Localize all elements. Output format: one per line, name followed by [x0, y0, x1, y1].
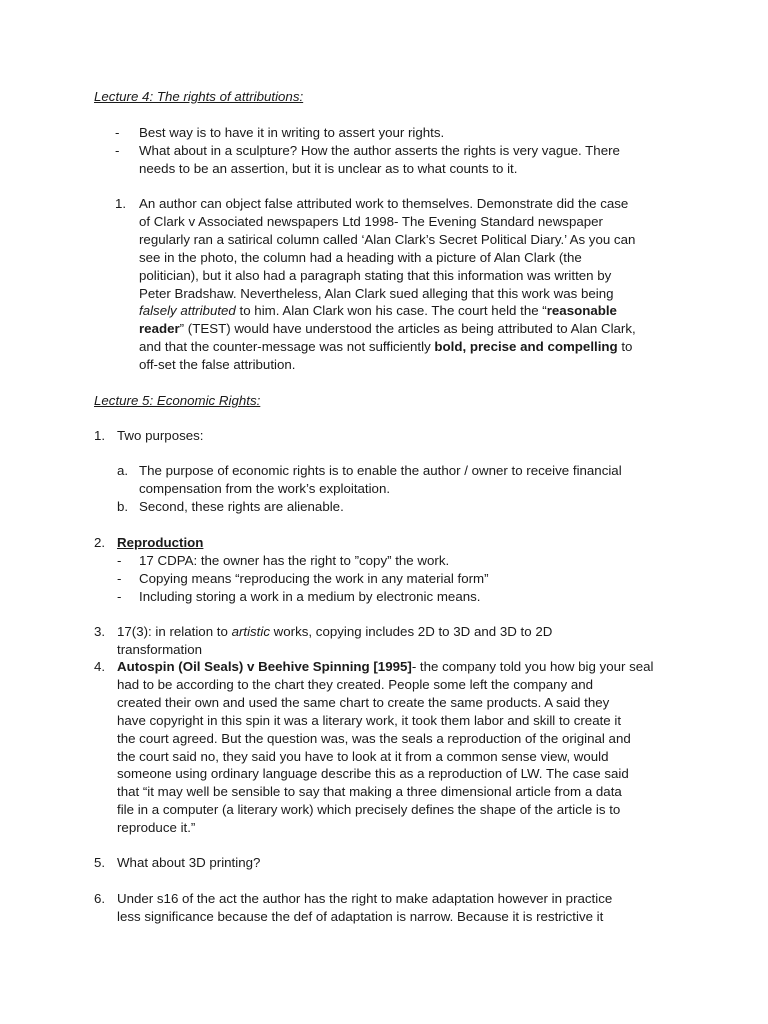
- item-line: [139, 338, 679, 356]
- item-line: An author can object false attributed work to themselves. Demonstrate did the case: [139, 196, 629, 211]
- item-line: [117, 658, 657, 676]
- item-line: Under s16 of the act the author has the right to make adaptation however in practice: [117, 891, 613, 906]
- bullet-marker: -: [117, 589, 122, 604]
- item-line-rest: ” (TEST) would have understood the articles as being attributed to Alan Clark,: [179, 321, 636, 337]
- bullet-text: Best way is to have it in writing to assert your rights.: [139, 125, 445, 140]
- bold-term: bold, precise and compelling: [434, 339, 618, 355]
- item-line: Peter Bradshaw. Nevertheless, Alan Clark sued alleging that this work was being: [139, 285, 614, 301]
- subitem-text: [139, 462, 679, 498]
- bullet-line: What about in a sculpture? How the author asserts the rights is very vague. There: [139, 143, 620, 158]
- item-line-rest: to him. Alan Clark won his case. The court held the “: [235, 303, 547, 319]
- item-line: see in the photo, the column had a heading with a picture of Alan Clark (the: [139, 249, 582, 265]
- item-line: have copyright in this spin it was a literary work, it took them labor and skill to create it: [117, 712, 622, 728]
- item-line: reproduce it.”: [117, 820, 196, 836]
- list-number: 4.: [94, 659, 106, 674]
- item-line: off-set the false attribution.: [139, 357, 296, 373]
- item-line: the court agreed. But the question was, was the seals a reproduction of the original and: [117, 730, 631, 746]
- list-number: 3.: [94, 624, 106, 639]
- subitem-line: compensation from the work’s exploitation.: [139, 480, 391, 496]
- item-line: of Clark v Associated newspapers Ltd 1998- The Evening Standard newspaper: [139, 213, 603, 229]
- item-text: What about 3D printing?: [117, 855, 261, 870]
- item-line: [117, 623, 657, 641]
- subitem-line: The purpose of economic rights is to enable the author / owner to receive financial: [139, 463, 622, 478]
- bold-term: reasonable: [546, 303, 617, 319]
- item-line: regularly ran a satirical column called ‘Alan Clark’s Secret Political Diary.’ As you can: [139, 231, 636, 247]
- item-line: politician), but it also had a paragraph stating that this information was written by: [139, 267, 612, 283]
- list-number: 6.: [94, 891, 106, 906]
- item-line: [139, 302, 679, 320]
- item-text: [117, 890, 657, 926]
- item-line: transformation: [117, 641, 202, 657]
- italic-term: artistic: [231, 624, 270, 639]
- list-number: 1.: [94, 428, 106, 443]
- case-name: Autospin (Oil Seals) v Beehive Spinning [1995]: [117, 659, 412, 674]
- bullet-marker: -: [115, 143, 120, 158]
- list-number: 1.: [115, 196, 127, 211]
- item-text: [139, 195, 679, 374]
- item-line: someone using ordinary language describe this as a reproduction of LW. The case said: [117, 766, 629, 782]
- lecture-4-heading: Lecture 4: The rights of attributions:: [94, 89, 304, 104]
- item-line-rest: - the company told you how big your seal: [411, 659, 654, 674]
- list-number: 2.: [94, 535, 106, 550]
- bullet-text: [139, 142, 679, 178]
- item-line-pre: and that the counter-message was not sufficiently: [139, 339, 435, 355]
- bullet-marker: -: [117, 571, 122, 586]
- lecture-5-heading: Lecture 5: Economic Rights:: [94, 393, 261, 408]
- item-line-pre: 17(3): in relation to: [117, 624, 232, 639]
- bullet-text: Including storing a work in a medium by electronic means.: [139, 589, 481, 604]
- item-line: file in a computer (a literary work) which precisely defines the shape of the article is to: [117, 802, 621, 818]
- bullet-line: needs to be an assertion, but it is unclear as to what counts to it.: [139, 160, 518, 176]
- item-text: Two purposes:: [117, 428, 204, 443]
- bullet-marker: -: [117, 553, 122, 568]
- item-line: the court said no, they said you have to look at it from a common sense view, would: [117, 748, 609, 764]
- item-line: had to be according to the chart they created. People some left the company and: [117, 676, 594, 692]
- item-text: [117, 623, 657, 659]
- section-title: Reproduction: [117, 535, 204, 550]
- item-line: [139, 320, 679, 338]
- italic-term: falsely attributed: [139, 303, 236, 319]
- bullet-text: Copying means “reproducing the work in any material form”: [139, 571, 489, 586]
- bold-term: reader: [139, 321, 180, 337]
- item-line-post: works, copying includes 2D to 3D and 3D to 2D: [269, 624, 553, 639]
- sub-marker: a.: [117, 463, 129, 478]
- bullet-text: 17 CDPA: the owner has the right to ”copy” the work.: [139, 553, 450, 568]
- item-line: less significance because the def of adaptation is narrow. Because it is restrictive it: [117, 908, 604, 924]
- item-line: created their own and used the same chart to create the same products. A said they: [117, 694, 610, 710]
- item-text: [117, 658, 657, 837]
- item-line: that “it may well be sensible to say that making a three dimensional article from a data: [117, 784, 622, 800]
- subitem-text: Second, these rights are alienable.: [139, 499, 344, 514]
- list-number: 5.: [94, 855, 106, 870]
- bullet-marker: -: [115, 125, 120, 140]
- item-line-post: to: [617, 339, 633, 355]
- sub-marker: b.: [117, 499, 129, 514]
